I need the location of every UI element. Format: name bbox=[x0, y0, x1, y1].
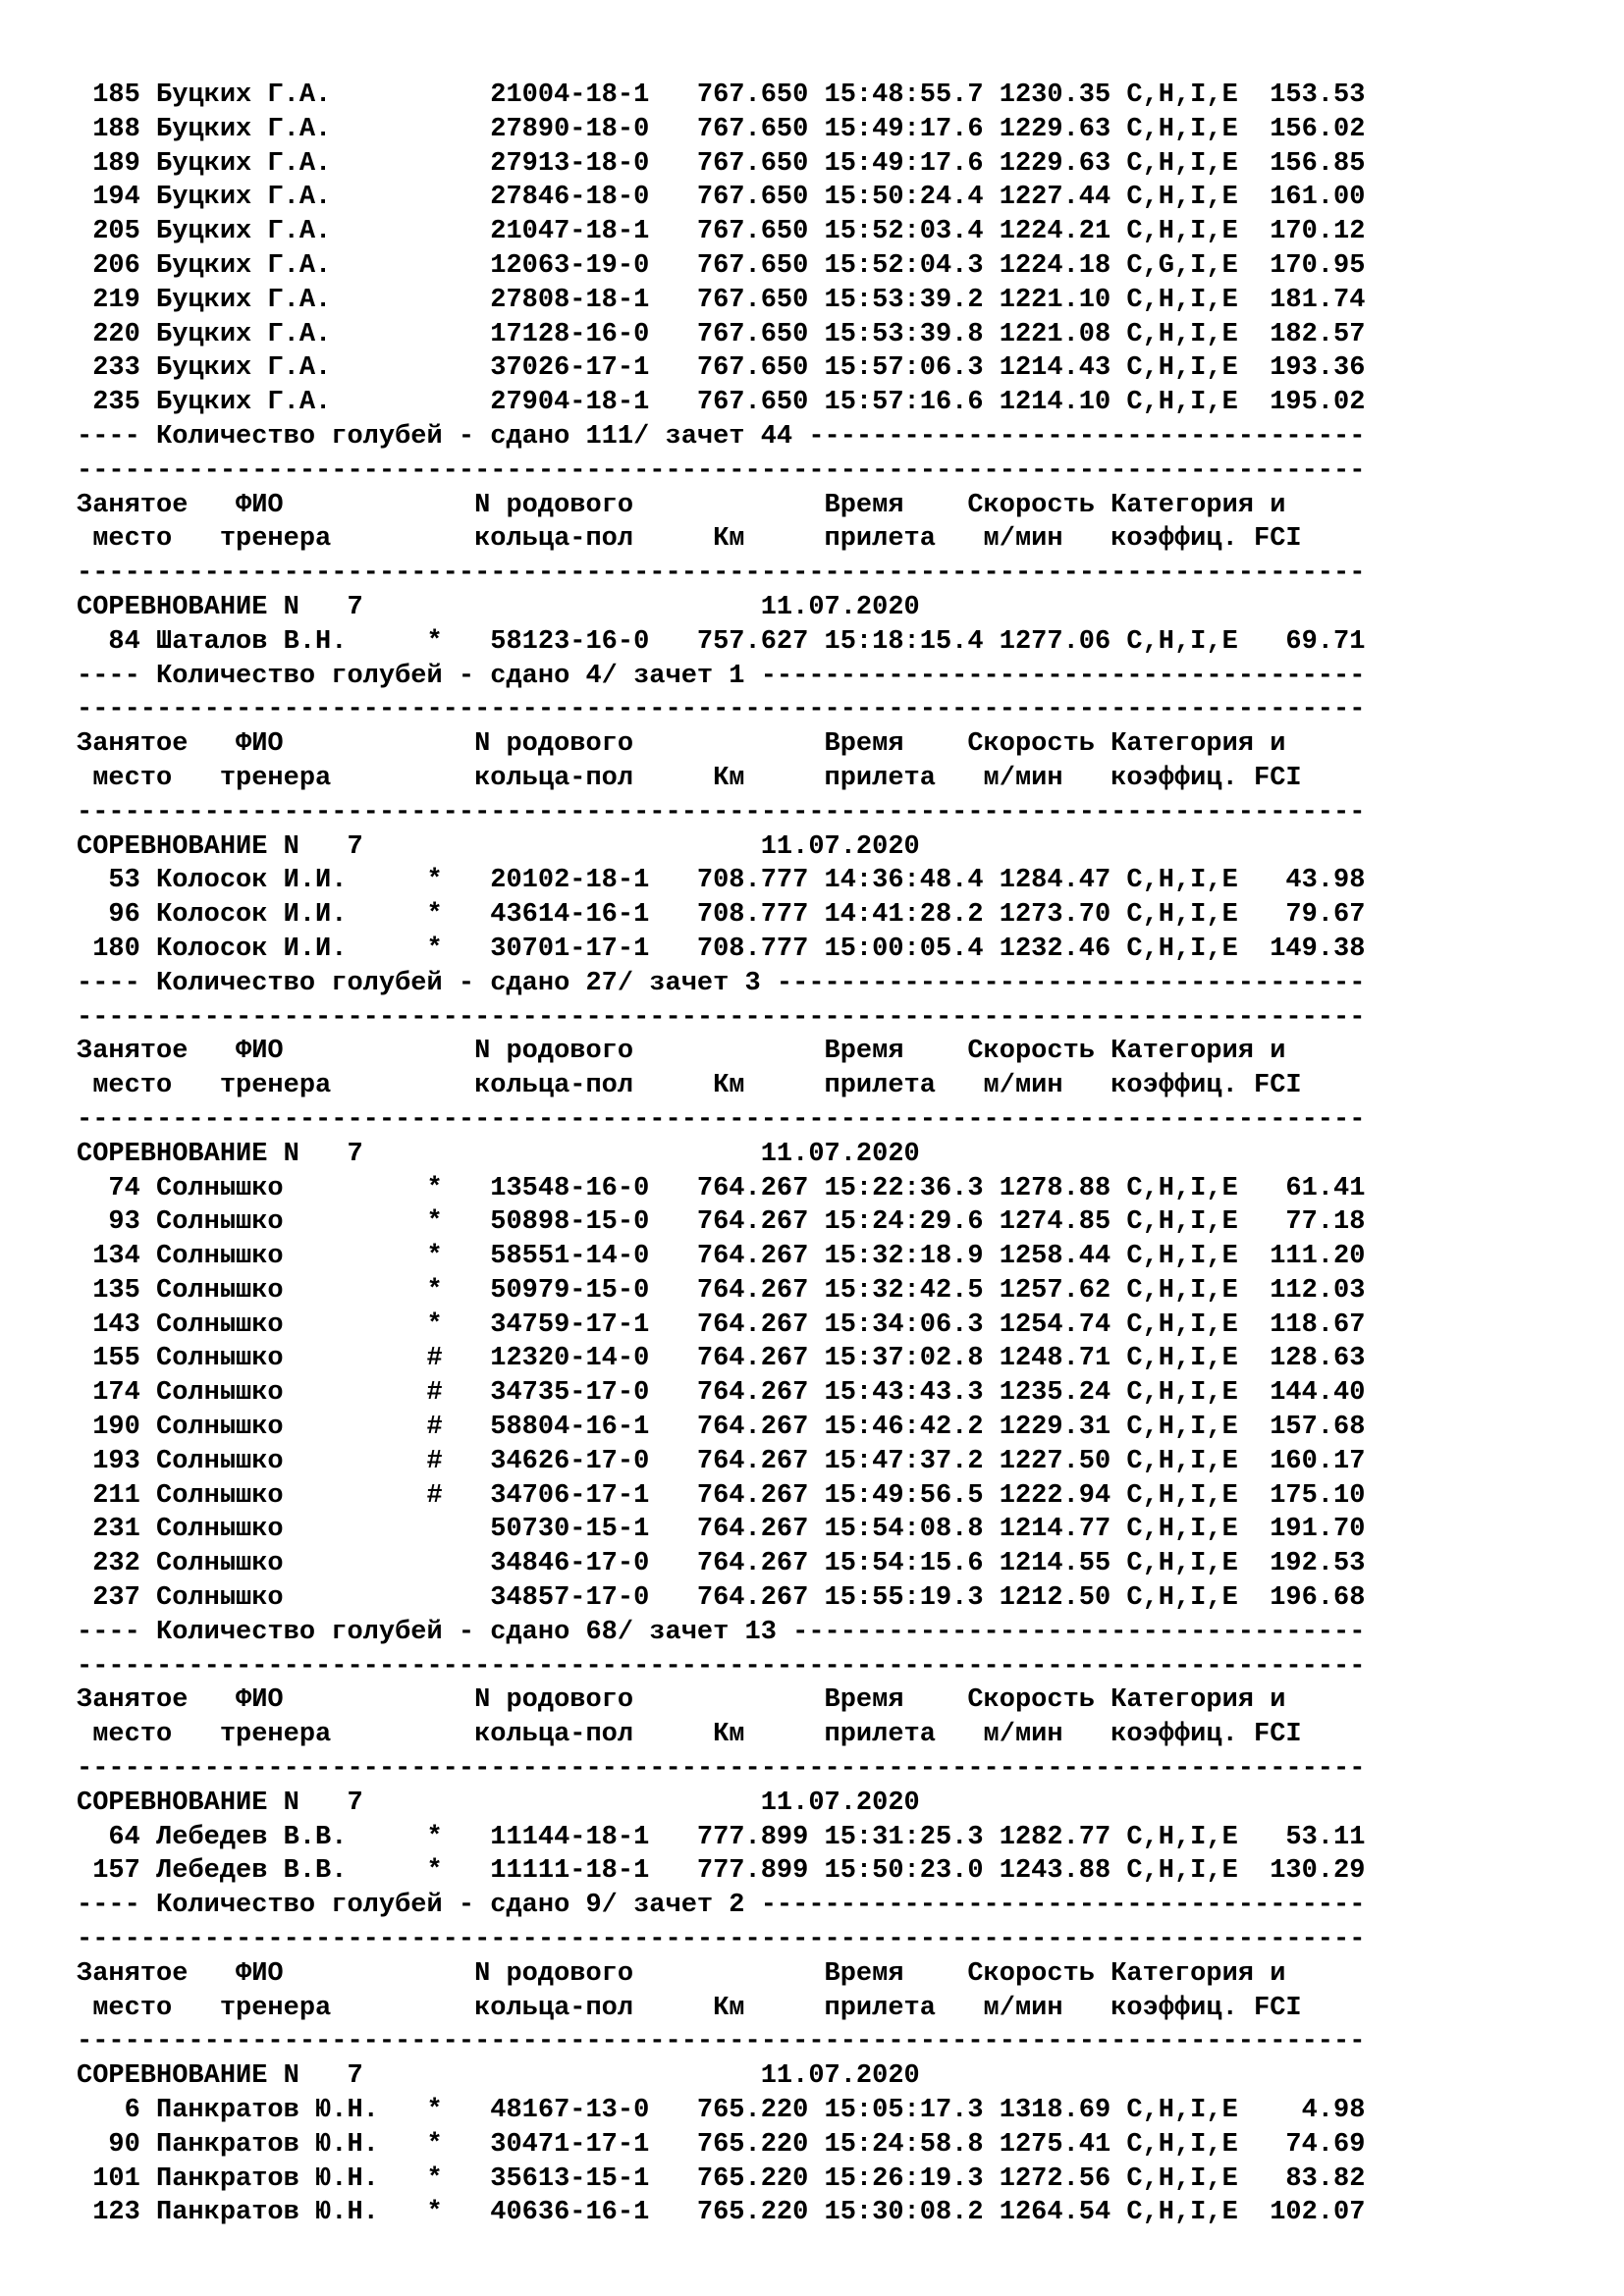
column-header: место тренера кольца-пол Км прилета м/мин коэффиц. FCI bbox=[77, 763, 1302, 793]
summary-line: ---- Количество голубей - сдано 27/ зачет 3 ------------------------------------- bbox=[77, 968, 1366, 998]
summary-line: ---- Количество голубей - сдано 4/ зачет 1 -------------------------------------- bbox=[77, 661, 1366, 691]
separator-line: --------------------------------------------------------------------------------- bbox=[77, 1651, 1366, 1682]
column-header: место тренера кольца-пол Км прилета м/мин коэффиц. FCI bbox=[77, 1071, 1302, 1101]
results-printout bbox=[77, 79, 1569, 2230]
table-row: 211 Солнышко # 34706-17-1 764.267 15:49:56.5 1222.94 C,H,I,E 175.10 bbox=[77, 1480, 1366, 1511]
table-row: 185 Буцких Г.А. 21004-18-1 767.650 15:48:55.7 1230.35 C,H,I,E 153.53 bbox=[77, 80, 1366, 110]
table-row: 6 Панкратов Ю.Н. * 48167-13-0 765.220 15:05:17.3 1318.69 C,H,I,E 4.98 bbox=[77, 2096, 1366, 2126]
summary-line: ---- Количество голубей - сдано 68/ зачет 13 ------------------------------------ bbox=[77, 1617, 1366, 1647]
table-row: 190 Солнышко # 58804-16-1 764.267 15:46:42.2 1229.31 C,H,I,E 157.68 bbox=[77, 1413, 1366, 1443]
table-row: 232 Солнышко 34846-17-0 764.267 15:54:15.6 1214.55 C,H,I,E 192.53 bbox=[77, 1549, 1366, 1579]
competition-header: СОРЕВНОВАНИЕ N 7 11.07.2020 bbox=[77, 831, 920, 862]
column-header: место тренера кольца-пол Км прилета м/мин коэффиц. FCI bbox=[77, 524, 1302, 555]
table-row: 134 Солнышко * 58551-14-0 764.267 15:32:18.9 1258.44 C,H,I,E 111.20 bbox=[77, 1242, 1366, 1272]
separator-line: --------------------------------------------------------------------------------- bbox=[77, 455, 1366, 486]
table-row: 101 Панкратов Ю.Н. * 35613-15-1 765.220 15:26:19.3 1272.56 C,H,I,E 83.82 bbox=[77, 2163, 1366, 2194]
column-header: Занятое ФИО N родового Время Скорость Категория и bbox=[77, 490, 1286, 520]
separator-line: --------------------------------------------------------------------------------- bbox=[77, 1925, 1366, 1955]
column-header: Занятое ФИО N родового Время Скорость Категория и bbox=[77, 1685, 1286, 1716]
table-row: 180 Колосок И.И. * 30701-17-1 708.777 15:00:05.4 1232.46 C,H,I,E 149.38 bbox=[77, 934, 1366, 964]
table-row: 220 Буцких Г.А. 17128-16-0 767.650 15:53:39.8 1221.08 C,H,I,E 182.57 bbox=[77, 319, 1366, 349]
table-row: 64 Лебедев В.В. * 11144-18-1 777.899 15:31:25.3 1282.77 C,H,I,E 53.11 bbox=[77, 1822, 1366, 1852]
table-row: 135 Солнышко * 50979-15-0 764.267 15:32:42.5 1257.62 C,H,I,E 112.03 bbox=[77, 1275, 1366, 1306]
table-row: 123 Панкратов Ю.Н. * 40636-16-1 765.220 15:30:08.2 1264.54 C,H,I,E 102.07 bbox=[77, 2198, 1366, 2228]
table-row: 174 Солнышко # 34735-17-0 764.267 15:43:43.3 1235.24 C,H,I,E 144.40 bbox=[77, 1378, 1366, 1409]
separator-line: --------------------------------------------------------------------------------- bbox=[77, 695, 1366, 725]
table-row: 143 Солнышко * 34759-17-1 764.267 15:34:06.3 1254.74 C,H,I,E 118.67 bbox=[77, 1309, 1366, 1340]
table-row: 194 Буцких Г.А. 27846-18-0 767.650 15:50:24.4 1227.44 C,H,I,E 161.00 bbox=[77, 183, 1366, 213]
table-row: 84 Шаталов В.Н. * 58123-16-0 757.627 15:18:15.4 1277.06 C,H,I,E 69.71 bbox=[77, 626, 1366, 657]
summary-line: ---- Количество голубей - сдано 111/ зачет 44 ----------------------------------- bbox=[77, 421, 1366, 452]
column-header: Занятое ФИО N родового Время Скорость Категория и bbox=[77, 1958, 1286, 1989]
column-header: Занятое ФИО N родового Время Скорость Категория и bbox=[77, 729, 1286, 760]
table-row: 96 Колосок И.И. * 43614-16-1 708.777 14:41:28.2 1273.70 C,H,I,E 79.67 bbox=[77, 900, 1366, 931]
separator-line: --------------------------------------------------------------------------------- bbox=[77, 1754, 1366, 1785]
separator-line: --------------------------------------------------------------------------------- bbox=[77, 797, 1366, 828]
separator-line: --------------------------------------------------------------------------------- bbox=[77, 2027, 1366, 2057]
column-header: место тренера кольца-пол Км прилета м/мин коэффиц. FCI bbox=[77, 1720, 1302, 1750]
table-row: 90 Панкратов Ю.Н. * 30471-17-1 765.220 15:24:58.8 1275.41 C,H,I,E 74.69 bbox=[77, 2129, 1366, 2160]
table-row: 189 Буцких Г.А. 27913-18-0 767.650 15:49:17.6 1229.63 C,H,I,E 156.85 bbox=[77, 148, 1366, 179]
separator-line: --------------------------------------------------------------------------------- bbox=[77, 1002, 1366, 1033]
table-row: 93 Солнышко * 50898-15-0 764.267 15:24:29.6 1274.85 C,H,I,E 77.18 bbox=[77, 1207, 1366, 1238]
table-row: 157 Лебедев В.В. * 11111-18-1 777.899 15:50:23.0 1243.88 C,H,I,E 130.29 bbox=[77, 1856, 1366, 1887]
table-row: 193 Солнышко # 34626-17-0 764.267 15:47:37.2 1227.50 C,H,I,E 160.17 bbox=[77, 1446, 1366, 1476]
table-row: 188 Буцких Г.А. 27890-18-0 767.650 15:49:17.6 1229.63 C,H,I,E 156.02 bbox=[77, 114, 1366, 144]
separator-line: --------------------------------------------------------------------------------- bbox=[77, 559, 1366, 589]
table-row: 237 Солнышко 34857-17-0 764.267 15:55:19.3 1212.50 C,H,I,E 196.68 bbox=[77, 1583, 1366, 1614]
table-row: 231 Солнышко 50730-15-1 764.267 15:54:08.8 1214.77 C,H,I,E 191.70 bbox=[77, 1515, 1366, 1545]
table-row: 74 Солнышко * 13548-16-0 764.267 15:22:36.3 1278.88 C,H,I,E 61.41 bbox=[77, 1173, 1366, 1203]
competition-header: СОРЕВНОВАНИЕ N 7 11.07.2020 bbox=[77, 2061, 920, 2092]
column-header: Занятое ФИО N родового Время Скорость Категория и bbox=[77, 1037, 1286, 1067]
table-row: 219 Буцких Г.А. 27808-18-1 767.650 15:53:39.2 1221.10 C,H,I,E 181.74 bbox=[77, 285, 1366, 315]
table-row: 205 Буцких Г.А. 21047-18-1 767.650 15:52:03.4 1224.21 C,H,I,E 170.12 bbox=[77, 217, 1366, 247]
table-row: 233 Буцких Г.А. 37026-17-1 767.650 15:57:06.3 1214.43 C,H,I,E 193.36 bbox=[77, 353, 1366, 384]
table-row: 53 Колосок И.И. * 20102-18-1 708.777 14:36:48.4 1284.47 C,H,I,E 43.98 bbox=[77, 866, 1366, 896]
competition-header: СОРЕВНОВАНИЕ N 7 11.07.2020 bbox=[77, 592, 920, 622]
separator-line: --------------------------------------------------------------------------------- bbox=[77, 1104, 1366, 1135]
competition-header: СОРЕВНОВАНИЕ N 7 11.07.2020 bbox=[77, 1139, 920, 1169]
table-row: 235 Буцких Г.А. 27904-18-1 767.650 15:57:16.6 1214.10 C,H,I,E 195.02 bbox=[77, 388, 1366, 418]
summary-line: ---- Количество голубей - сдано 9/ зачет 2 -------------------------------------- bbox=[77, 1891, 1366, 1921]
table-row: 155 Солнышко # 12320-14-0 764.267 15:37:02.8 1248.71 C,H,I,E 128.63 bbox=[77, 1344, 1366, 1374]
competition-header: СОРЕВНОВАНИЕ N 7 11.07.2020 bbox=[77, 1788, 920, 1818]
column-header: место тренера кольца-пол Км прилета м/мин коэффиц. FCI bbox=[77, 1993, 1302, 2023]
table-row: 206 Буцких Г.А. 12063-19-0 767.650 15:52:04.3 1224.18 C,G,I,E 170.95 bbox=[77, 250, 1366, 281]
